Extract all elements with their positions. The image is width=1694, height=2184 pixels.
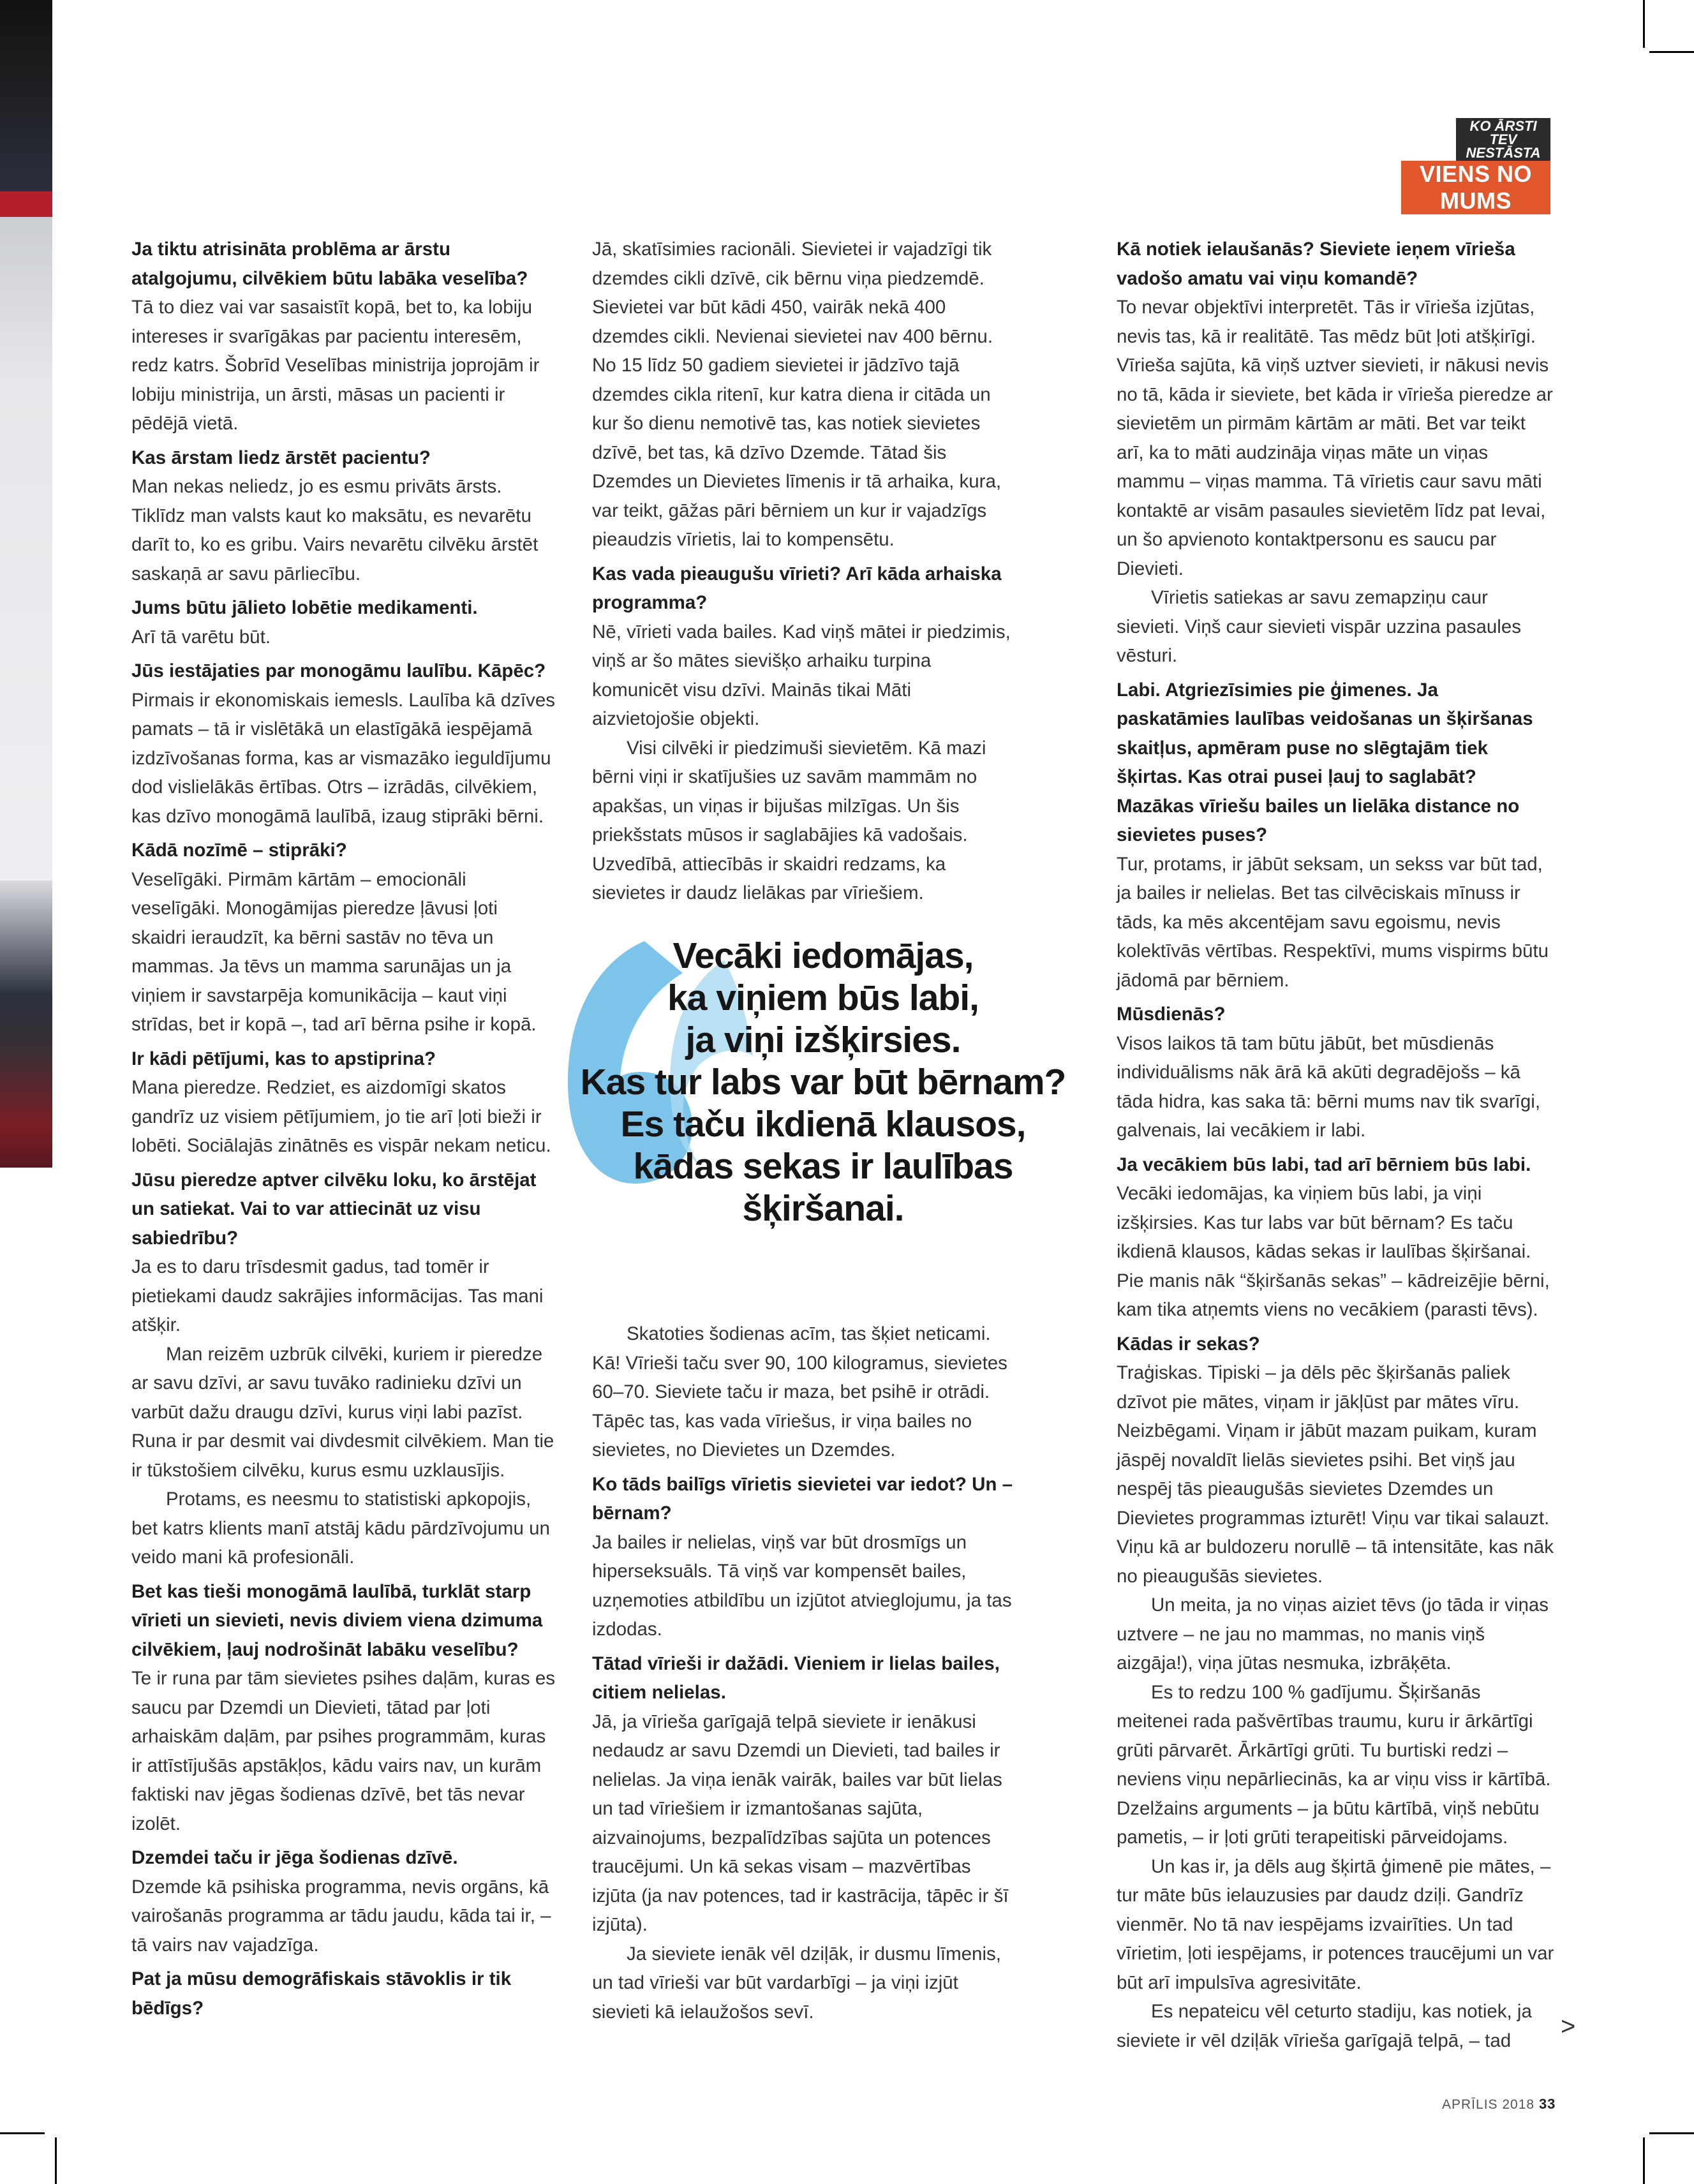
article-paragraph: Tur, protams, ir jābūt seksam, un sekss var būt tad, ja bailes ir nelielas. Bet tas cilvēciskais mīnuss ir tāds, ka mēs akcentējam savu egoismu, nevis kolektīvās vērtības. Respektīvi, mums vispirms būtu jādomā par bērniem. (1117, 853, 1549, 991)
interview-question: Ja tiktu atrisināta problēma ar ārstu atalgojumu, cilvēkiem būtu labāka veselība? (131, 239, 528, 289)
interview-question: Pat ja mūsu demogrāfiskais stāvoklis ir tik bēdīgs? (131, 1968, 512, 2019)
interview-question: Tātad vīrieši ir dažādi. Vieniem ir lielas bailes, citiem nelielas. (592, 1653, 1000, 1703)
chevron-right-icon: > (1561, 2012, 1576, 2040)
crop-mark (1649, 51, 1694, 53)
article-paragraph: Un kas ir, ja dēls aug šķirtā ģimenē pie mātes, – tur māte būs ielauzusies par daudz dziļi. Gandrīz vienmēr. No tā nav iespējams izvairīties. Un tad vīrietim, ļoti iespējams, ir potences traucējumi un var būt arī impulsīva agresivitāte. (1117, 1855, 1554, 1993)
interview-question: Mūsdienās? (1117, 1004, 1226, 1025)
article-paragraph: Ja sieviete ienāk vēl dziļāk, ir dusmu līmenis, un tad vīrieši var būt vardarbīgi – ja viņi izjūt sievieti kā ielaužošos sevī. (592, 1943, 1001, 2023)
article-paragraph: Te ir runa par tām sievietes psihes daļām, kuras es saucu par Dzemdi un Dievieti, tātad par ļoti arhaiskām daļām, par psihes programmām, kuras ir attīstījušās apstākļos, kādu vairs nav, un kurām faktiski nav jēgas šodienas dzīvē, bet tās nevar izolēt. (131, 1668, 556, 1834)
interview-question: Ja vecākiem būs labi, tad arī bērniem būs labi. (1117, 1154, 1531, 1175)
article-paragraph: Mana pieredze. Redziet, es aizdomīgi skatos gandrīz uz visiem pētījumiem, jo tie arī ļoti bieži ir lobēti. Sociālajās zinātnēs es vispār nekam neticu. (131, 1077, 551, 1156)
article-paragraph: Ja es to daru trīsdesmit gadus, tad tomēr ir pietiekami daudz sakrājies informācijas. Tas mani atšķir. (131, 1256, 544, 1335)
article-paragraph: Visos laikos tā tam būtu jābūt, bet mūsdienās individuālisms nāk ārā kā akūti degradējošs – kā tāda hidra, kas saka tā: bērni mums nav tik svarīgi, galvenais, lai vecākiem ir labi. (1117, 1032, 1541, 1141)
article-paragraph: Protams, es neesmu to statistiski apkopojis, bet katrs klients manī atstāj kādu pārdzīvojumu un veido mani kā profesionāli. (131, 1489, 550, 1568)
article-paragraph: Man reizēm uzbrūk cilvēki, kuriem ir pieredze ar savu dzīvi, ar savu tuvāko radinieku dzīvi un varbūt dažu draugu dzīvi, kurus viņi labi pazīst. Runa ir par desmit vai divdesmit cilvēkiem. Man tie ir tūkstošiem cilvēku, kurus esmu uzklausījis. (131, 1343, 554, 1481)
section-kicker: KO ĀRSTI TEV NESTĀSTA (1456, 118, 1550, 161)
crop-mark (1643, 2137, 1645, 2184)
article-paragraph: To nevar objektīvi interpretēt. Tās ir vīrieša izjūtas, nevis tas, kā ir realitātē. Tas mēdz būt ļoti atšķirīgi. Vīrieša sajūta, kā viņš uztver sievieti, ir nākusi nevis no tā, kāda ir sieviete, bet kāda ir vīrieša pieredze ar sievietēm un pirmām kārtām ar māti. Bet var teikt arī, ka to māti audzināja viņas māte un viņas mammu – viņas mamma. Tā vīrietis caur savu māti kontaktē ar visām pasaules sievietēm līdz pat Ievai, un šo apvienoto kontaktpersonu es saucu par Dievieti. (1117, 297, 1553, 579)
interview-question: Labi. Atgriezīsimies pie ģimenes. Ja paskatāmies laulības veidošanas un šķiršanas skaitļus, apmēram puse no slēgtajām tiek šķirtas. Kas otrai pusei ļauj to saglabāt? Mazākas vīriešu bailes un lielāka distance no sievietes puses? (1117, 679, 1533, 845)
interview-question: Jūsu pieredze aptver cilvēku loku, ko ārstējat un satiekat. Vai to var attiecināt uz visu sabiedrību? (131, 1169, 537, 1249)
article-column-2-lower (592, 1319, 1016, 2026)
interview-question: Jums būtu jālieto lobētie medikamenti. (131, 597, 478, 618)
article-paragraph: Vīrietis satiekas ar savu zemapziņu caur sievieti. Viņš caur sievieti vispār uzzina pasaules vēsturi. (1117, 587, 1522, 666)
article-paragraph: Ja bailes ir nelielas, viņš var būt drosmīgs un hiperseksuāls. Tā viņš var kompensēt bailes, uzņemoties atbildību un izjūtot atvieglojumu, ja tas izdodas. (592, 1531, 1012, 1640)
pull-quote-text: Vecāki iedomājas, ka viņiem būs labi, ja viņi izšķirsies. Kas tur labs var būt bērnam? Es taču ikdienā klausos, kādas sekas ir laulības šķiršanai. (580, 935, 1066, 1229)
facing-page-photo-edge (0, 0, 52, 1168)
interview-question: Kādā nozīmē – stiprāki? (131, 840, 347, 861)
article-paragraph: Skatoties šodienas acīm, tas šķiet neticami. Kā! Vīrieši taču sver 90, 100 kilogramus, sievietes 60–70. Sieviete taču ir maza, bet psihē ir otrādi. Tāpēc tas, kas vada vīriešus, ir viņa bailes no sievietes, no Dievietes un Dzemdes. (592, 1323, 1007, 1460)
article-paragraph: Pirmais ir ekonomiskais iemesls. Laulība kā dzīves pamats – tā ir vislētākā un elastīgākā iespējamā izdzīvošanas forma, kas ar vismazāko ieguldījumu dod vislielākās ērtības. Otrs – izrādās, cilvēkiem, kas dzīvo monogāmā laulībā, izaug stiprāki bērni. (131, 689, 555, 827)
section-title: VIENS NO MUMS (1401, 161, 1550, 214)
interview-question: Kas ārstam liedz ārstēt pacientu? (131, 447, 431, 468)
page-footer (1442, 2096, 1556, 2113)
article-paragraph: Un meita, ja no viņas aiziet tēvs (jo tāda ir viņas uztvere – ne jau no mammas, no manis viņš aizgāja!), viņa jūtas nesmuka, izbrāķēta. (1117, 1594, 1549, 1674)
article-paragraph: Jā, ja vīrieša garīgajā telpā sieviete ir ienākusi nedaudz ar savu Dzemdi un Dievieti, tad bailes ir nelielas. Ja viņa ienāk vairāk, bailes var būt lielas un tad vīriešiem ir izmantošanas sajūta, aizvainojums, bezpalīdzības sajūta un potences traucējumi. Un kā sekas visam – mazvērtības izjūta (ja nav potences, tad ir kastrācija, tāpēc ir šī izjūta). (592, 1711, 1009, 1935)
interview-question: Kā notiek ielaušanās? Sieviete ieņem vīrieša vadošo amatu vai viņu komandē? (1117, 239, 1515, 289)
article-paragraph: Veselīgāki. Pirmām kārtām – emocionāli veselīgāki. Monogāmijas pieredze ļāvusi ļoti skaidri ieraudzīt, ka bērni sastāv no tēva un mammas. Ja tēvs un mamma sarunājas un ja viņiem ir savstarpēja komunikācija – kaut viņi strīdas, bet ir kopā –, tad arī bērna psihe ir kopā. (131, 868, 537, 1035)
interview-question: Kādas ir sekas? (1117, 1333, 1260, 1355)
photo-band (0, 880, 52, 1168)
interview-question: Bet kas tieši monogāmā laulībā, turklāt starp vīrieti un sievieti, nevis diviem viena dzimuma cilvēkiem, ļauj nodrošināt labāku veselību? (131, 1580, 543, 1660)
section-badge (1401, 118, 1550, 214)
article-paragraph: Es to redzu 100 % gadījumu. Šķiršanās meitenei rada pašvērtības traumu, kuru ir ārkārtīgi grūti pārvarēt. Ārkārtīgi grūti. Tu burtiski redzi – neviens viņu nepārliecinās, ka ar viņu viss ir kārtībā. Dzelžains arguments – ja būtu kārtībā, viņš nebūtu pametis, – ir ļoti grūti terapeitiski pārveidojams. (1117, 1681, 1551, 1848)
crop-mark (55, 2137, 57, 2184)
article-paragraph: Vecāki iedomājas, ka viņiem būs labi, ja viņi izšķirsies. Kas tur labs var būt bērnam? Es taču ikdienā klausos, kādas sekas ir laulības šķiršanai. Pie manis nāk “šķiršanās sekas” – kādreizējie bērni, kam tika atņemts viens no vecākiem (parasti tēvs). (1117, 1183, 1550, 1320)
article-column-3 (1117, 235, 1554, 2055)
article-paragraph: Dzemde kā psihiska programma, nevis orgāns, kā vairošanās programma ar tādu jaudu, kāda tai ir, – tā vairs nav vajadzīga. (131, 1876, 551, 1956)
article-paragraph: Traģiskas. Tipiski – ja dēls pēc šķiršanās paliek dzīvot pie mātes, viņam ir jākļūst par mātes vīru. Neizbēgami. Viņam ir jābūt mazam puikam, kuram jāspēj novaldīt lielās sievietes psihi. Bet viņš jau nespēj tās pieaugušās sievietes Dzemdes un Dievietes programmas izturēt! Viņu var tikai salauzt. Viņu kā ar buldozeru norullē – tā intensitāte, kas nāk no pieaugušās sievietes. (1117, 1362, 1554, 1587)
issue-date: APRĪLIS 2018 (1442, 2097, 1535, 2112)
article-column-2 (592, 235, 1016, 908)
article-paragraph: Arī tā varētu būt. (131, 626, 271, 648)
crop-mark (1643, 0, 1645, 48)
article-column-1 (131, 235, 556, 2023)
article-paragraph: Jā, skatīsimies racionāli. Sievietei ir vajadzīgi tik dzemdes cikli dzīvē, cik bērnu viņa piedzemdē. Sievietei var būt kādi 450, vairāk nekā 400 dzemdes cikli. Nevienai sievietei nav 400 bērnu. No 15 līdz 50 gadiem sievietei ir jādzīvo tajā dzemdes cikla ritenī, kur katra diena ir citāda un kur šo dienu nemotivē tas, kas notiek sievietes dzīvē, bet tas, kā dzīvo Dzemde. Tātad šis Dzemdes un Dievietes līmenis ir tā arhaika, kura, var teikt, gāžas pāri bērniem un kur ir vajadzīgs pieaudzis vīrietis, lai to kompensētu. (592, 239, 1002, 550)
interview-question: Dzemdei taču ir jēga šodienas dzīvē. (131, 1847, 458, 1868)
article-paragraph: Man nekas neliedz, jo es esmu privāts ārsts. Tiklīdz man valsts kaut ko maksātu, es nevarētu darīt to, ko es gribu. Vairs nevarētu cilvēku ārstēt saskaņā ar savu pārliecību. (131, 476, 539, 584)
interview-question: Ko tāds bailīgs vīrietis sievietei var iedot? Un – bērnam? (592, 1473, 1013, 1524)
crop-mark (1649, 2132, 1694, 2134)
article-paragraph: Es nepateicu vēl ceturto stadiju, kas notiek, ja sieviete ir vēl dziļāk vīrieša garīgajā telpā, – tad (1117, 2001, 1532, 2051)
crop-mark (0, 2132, 45, 2134)
interview-question: Kas vada pieaugušu vīrieti? Arī kāda arhaiska programma? (592, 563, 1002, 613)
page-number: 33 (1538, 2096, 1556, 2112)
article-paragraph: Visi cilvēki ir piedzimuši sievietēm. Kā mazi bērni viņi ir skatījušies uz savām mammām no apakšas, un viņas ir bijušas milzīgas. Un šis priekšstats mūsos ir saglabājies kā vadošais. Uzvedībā, attiecībās ir skaidri redzams, ka sievietes ir daudz lielākas par vīriešiem. (592, 737, 986, 903)
pull-quote (561, 935, 1085, 1229)
article-paragraph: Nē, vīrieti vada bailes. Kad viņš mātei ir piedzimis, viņš ar šo mātes sievišķo arhaiku turpina komunicēt visu dzīvi. Mainās tikai Māti aizvietojošie objekti. (592, 621, 1011, 729)
interview-question: Jūs iestājaties par monogāmu laulību. Kāpēc? (131, 660, 546, 681)
article-paragraph: Tā to diez vai var sasaistīt kopā, bet to, ka lobiju intereses ir svarīgākas par pacientu interesēm, redz katrs. Šobrīd Veselības ministrija joprojām ir lobiju ministrija, un ārsti, māsas un pacienti ir pēdējā vietā. (131, 297, 540, 434)
interview-question: Ir kādi pētījumi, kas to apstiprina? (131, 1048, 436, 1069)
photo-band (0, 191, 52, 217)
